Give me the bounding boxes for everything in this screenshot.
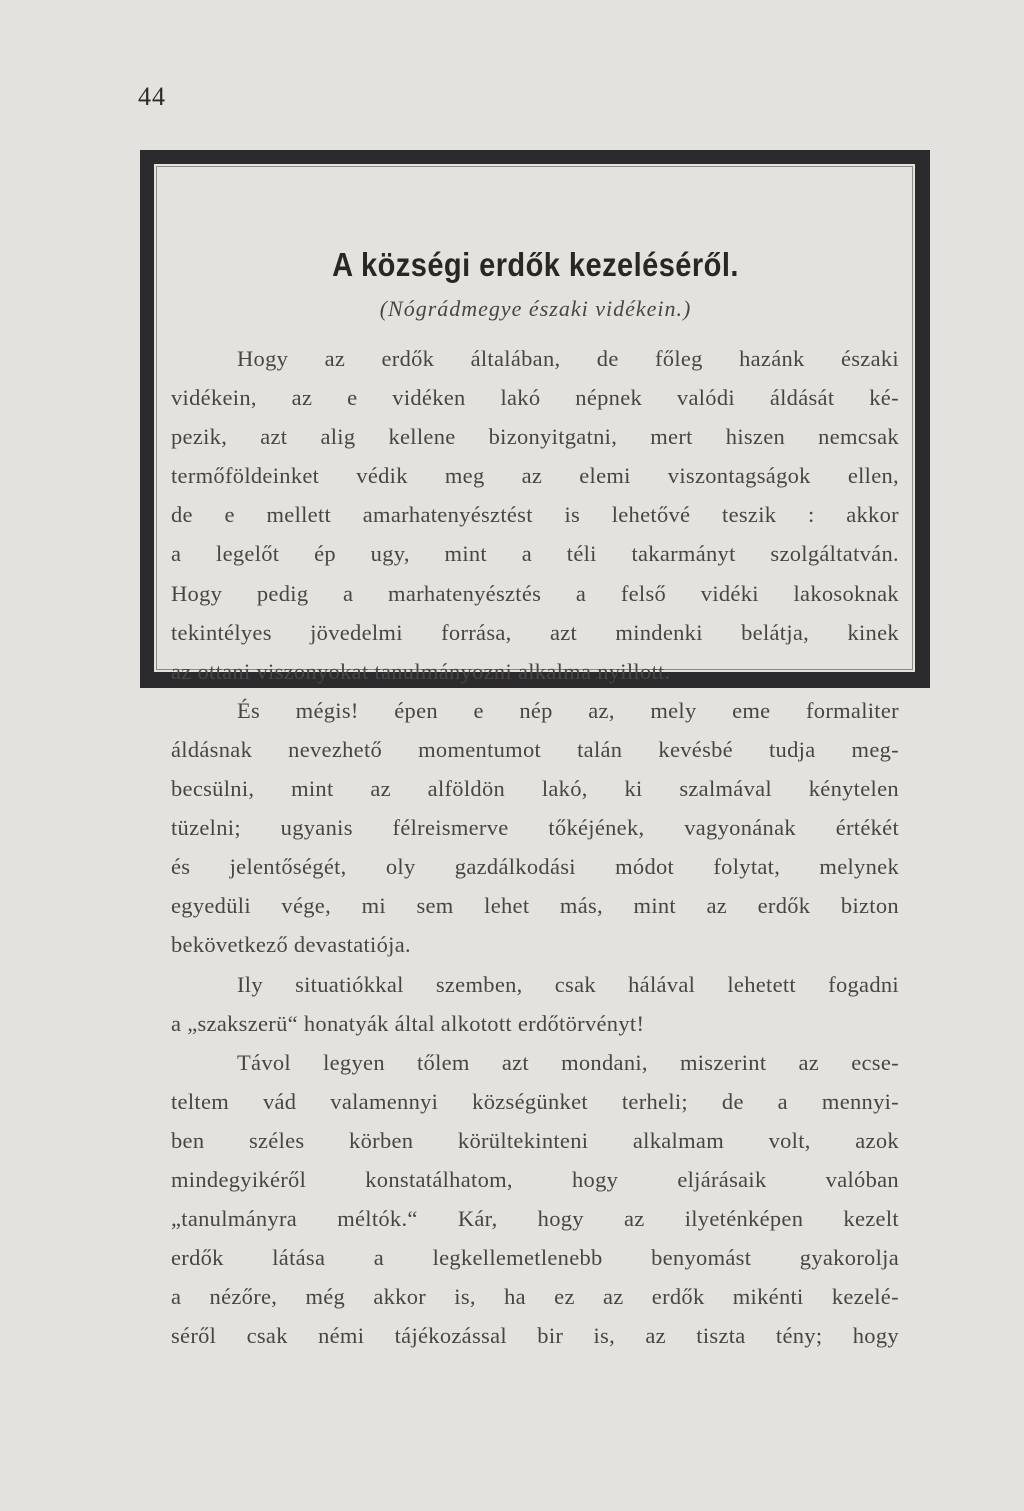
text-line: vidékein, az e vidéken lakó népnek valódi áldását ké- (171, 385, 899, 411)
text-line: egyedüli vége, mi sem lehet más, mint az erdők bizton (171, 893, 899, 919)
text-line: Hogy az erdők általában, de főleg hazánk északi (237, 346, 899, 371)
text-line: a nézőre, még akkor is, ha ez az erdők mikénti kezelé- (171, 1284, 899, 1310)
text-line: tekintélyes jövedelmi forrása, azt mindenki belátja, kinek (171, 619, 899, 645)
text-line: becsülni, mint az alföldön lakó, ki szalmával kénytelen (171, 776, 899, 802)
text-line: termőföldeinket védik meg az elemi viszontagságok ellen, (171, 463, 899, 489)
article-subtitle: (Nógrádmegye északi vidékein.) (379, 296, 692, 321)
text-line: a legelőt ép ugy, mint a téli takarmányt szolgáltatván. (171, 541, 899, 567)
text-line: séről csak némi tájékozással bir is, az tiszta tény; hogy (171, 1323, 899, 1349)
text-line: „tanulmányra méltók.“ Kár, hogy az ilyeténképen kezelt (171, 1206, 899, 1232)
text-line: erdők látása a legkellemetlenebb benyomást gyakorolja (171, 1245, 899, 1271)
text-line: Hogy pedig a marhatenyésztés a felső vidéki lakosoknak (171, 580, 899, 606)
text-line: teltem vád valamennyi községünket terheli; de a mennyi- (171, 1088, 899, 1114)
page-number: 44 (138, 82, 166, 111)
text-line: bekövetkező devastatiója. (171, 932, 411, 958)
text-line: ben széles körben körültekinteni alkalmam volt, azok (171, 1127, 899, 1153)
text-line: pezik, azt alig kellene bizonyitgatni, mert hiszen nemcsak (171, 424, 899, 450)
text-line: mindegyikéről konstatálhatom, hogy eljárásaik valóban (171, 1166, 899, 1192)
article-body (171, 339, 899, 1355)
text-line: de e mellett amarhatenyésztést is lehetővé teszik : akkor (171, 502, 899, 528)
article-heading: A községi erdők kezeléséről. (332, 246, 739, 283)
text-line: és jelentőségét, oly gazdálkodási módot folytat, melynek (171, 854, 899, 880)
text-line: áldásnak nevezhető momentumot talán kevésbé tudja meg- (171, 736, 899, 762)
text-line: És mégis! épen e nép az, mely eme formaliter (237, 697, 899, 723)
text-line: Ily situatiókkal szemben, csak hálával lehetett fogadni (237, 971, 899, 997)
text-line: tüzelni; ugyanis félreismerve tőkéjének, vagyonának értékét (171, 815, 899, 841)
text-line: az ottani viszonyokat tanulmányozni alkalma nyillott. (171, 658, 671, 684)
text-line: Távol legyen tőlem azt mondani, miszerint az ecse- (237, 1049, 899, 1075)
text-line: a „szakszerü“ honatyák által alkotott erdőtörvényt! (171, 1010, 645, 1036)
